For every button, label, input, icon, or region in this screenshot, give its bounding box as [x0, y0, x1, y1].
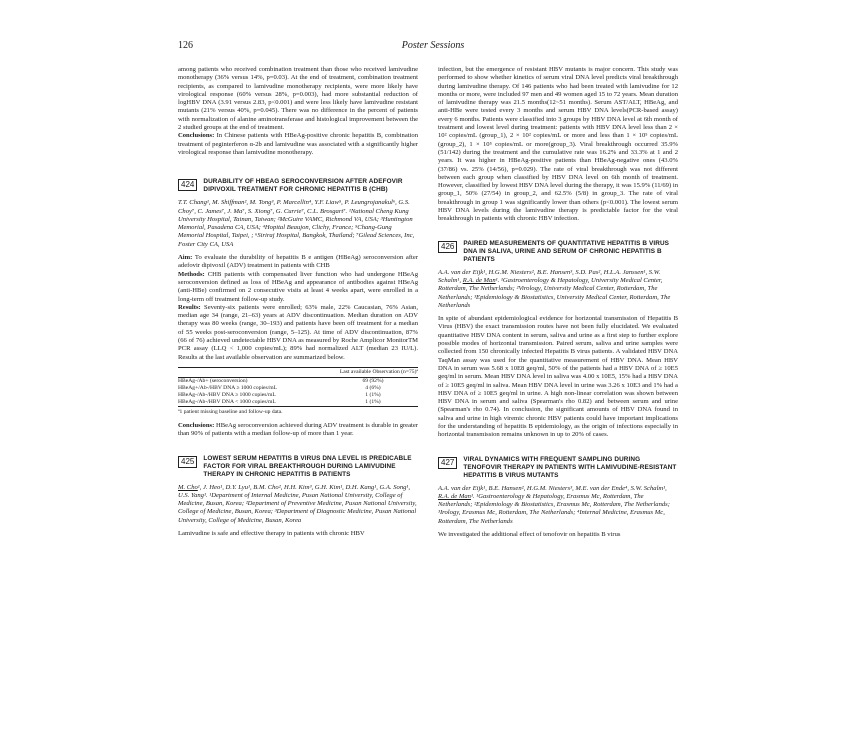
abstract-426: [438, 240, 678, 440]
abstract-number: 426: [438, 241, 457, 253]
abstract-aim: Aim: To evaluate the durability of hepatitis B e antigen (HBeAg) seroconversion after adefovir dipivoxil (ADV) treatment in patients with CHB: [178, 254, 419, 270]
abstract-results: Results: Seventy-six patients were enrolled; 63% male, 22% Caucasian, 76% Asian, median age 34 (range, 21–63) years at ADV discontinuation. Median duration on ADV therapy was 80 weeks (range, 30–193) and patients have been off treatment for a median of 55 weeks post-seroconversion (range, 5–125). At time of ADV discontinuation, 87% (66 of 76) achieved undetectable HBV DNA as measured by Roche Amplicor MonitorTM PCR assay (LLQ < 1,000 copies/mL); 89% had normalized ALT (median 23 IU/L). Results at the last available observation are summarized below.: [178, 303, 418, 361]
results-table: [178, 367, 418, 407]
abstract-title: VIRAL DYNAMICS WITH FREQUENT SAMPLING DURING TENOFOVIR THERAPY IN PATIENTS WITH LAMIVUDINE-RESISTANT HEPATITIS B VIRUS MUTANTS: [463, 455, 677, 479]
abstract-authors: A.A. van der Eijk¹, H.G.M. Niesters², B.E. Hansen³, S.D. Pas², H.L.A. Janssen¹, S.W. Schalm¹, R.A. de Man¹. ¹Gastroenterology & Hepatology, University Medical Center, Rotterdam, The Netherlands; ²Virology, University Medical Center, Rotterdam, The Netherlands; ³Epidemiology & Biostatistics, University Medical Center, Rotterdam, The Netherlands: [438, 268, 671, 309]
abstract-title: DURABILITY OF HBEAG SEROCONVERSION AFTER ADEFOVIR DIPIVOXIL TREATMENT FOR CHRONIC HEPATITIS B (CHB): [203, 178, 403, 194]
abstract-424: [178, 178, 418, 438]
right-column: [438, 66, 678, 539]
conclusion-text: In Chinese patients with HBeAg-positive chronic hepatitis B, combination treatment of peginterferon α-2b and lamivudine was associated with a significantly higher virological response than lamivudine monotherapy.: [178, 132, 419, 156]
abstract-authors: M. Cho¹, J. Heo¹, D.Y. Lyu¹, B.M. Cho², H.H. Kim³, G.H. Kim¹, D.H. Kang¹, G.A. Song¹, U.S. Yang¹. ¹Department of Internal Medicine, Pusan National University, College of Medicine, Busan, Korea; ²Department of Preventive Medicine, Pusan National University, College of Medicine, Busan, Korea; ³Department of Diagnostic Medicine, Pusan National University, College of Medicine, Busan, Korea: [178, 483, 417, 524]
abstract-methods: Methods: CHB patients with compensated liver function who had undergone HBeAg seroconversion defined as loss of HBeAg and appearance of antibodies against HBeAg (anti-HBe) confirmed on 2 consecutive visits at least 4 weeks apart, were enrolled in a long-term off treatment follow-up study.: [178, 270, 418, 303]
continued-abstract-conclusion: [178, 132, 418, 157]
page-number: 126: [178, 40, 193, 51]
abstract-title: PAIRED MEASUREMENTS OF QUANTITATIVE HEPATITIS B VIRUS DNA IN SALIVA, URINE AND SERUM OF CHRONIC HEPATITIS B PATIENTS: [463, 239, 670, 263]
abstract-header: [438, 456, 678, 480]
abstract-authors: T.T. Chang¹, M. Shiffman², M. Tong³, P. Marcellin⁴, Y.F. Liaw⁵, P. Leungrojanakul⁶, G.S. Choy⁷, C. James⁷, J. Ma⁷, S. Xiong⁷, G. Currie⁷, C.L. Brosgart⁷. ¹National Cheng Kung University Hospital, Tainan, Taiwan; ²McGuire VAMC, Richmond VA, USA; ³Huntington Memorial, Pasadena CA, USA; ⁴Hopital Beaujon, Clichy, France; ⁵Chang-Gung Memorial Hospital, Taipei, ; ⁶Siriraj Hospital, Bangkok, Thailand; ⁷Gilead Sciences, Inc, Foster City CA, USA: [178, 199, 415, 248]
abstract-427: [438, 456, 678, 540]
abstract-authors: A.A. van der Eijk¹, B.E. Hansen², H.G.M. Niesters³, M.E. van der Ende⁴, S.W. Schalm¹, R.A. de Man¹. ¹Gastroenterology & Hepatology, Erasmus Mc, Rotterdam, The Netherlands; ²Epidemiology & Biostatistics, Erasmus Mc, Rotterdam, The Netherlands; ³Irology, Erasmus Mc, Rotterdam, The Netherlands; ⁴Internal Medicine, Erasmus Mc, Rotterdam, The Netherlands: [438, 484, 670, 525]
table-header: Last available Observation (n=75)ª: [178, 367, 418, 377]
abstract-title: LOWEST SERUM HEPATITIS B VIRUS DNA LEVEL IS PREDICABLE FACTOR FOR VIRAL BREAKTHROUGH DURING LAMIVUDINE THERAPY IN CHRONIC HEPATITIS B PATIENTS: [203, 454, 412, 478]
abstract-number: 425: [178, 456, 197, 468]
abstract-conclusion: Conclusions: HBeAg seroconversion achieved during ADV treatment is durable in greater than 90% of patients with a median follow-up of more than 1 year.: [178, 421, 418, 438]
abstract-header: [178, 455, 418, 479]
abstract-body: We investigated the additional effect of tenofovir on hepatitis B virus: [438, 531, 621, 539]
conclusion-label: Conclusions:: [178, 132, 215, 140]
continued-abstract-425-text: infection, but the emergence of resistant HBV mutants is major concern. This study was performed to show whether kinetics of serum viral DNA level predicts viral breakthrough during lamivudine therapy. Of 146 patients who had been treated with lamivudine for 12 months or more, were included 97 men and 49 women aged 15 to 72 years. Mean duration of lamivudine therapy was 21.5 months(12~51 months). Serum AST/ALT, HBeAg, and anti-HBe were tested every 3 months and serum HBV DNA levels(PCR-based assay) every 6 months. Patients were classified into 3 groups by HBV DNA level at 6th month of treatment and lowest level during treatment: patients with HBV DNA level less than 2 × 10² copies/mL (group_1), 2 × 10² copies/mL or more and less than 1 × 10⁵ copies/mL (group_2), 1 × 10⁵ copies/mL or more(group_3). Viral breakthrough occurred 35.9% (51/142) during the treatment and the cumulative rate was 16.2% and 33.3% at 1 and 2 years. It was higher in HBeAg-positive patients than HBeAg-negative ones (43.0% (37/86) vs. 25% (14/56), p=0.029). The rate of viral breakthrough was not different between each group when classified by HBV DNA level on 6th month of treatment. However, classified by lowest HBV DNA level during the therapy, it was 15.9% (11/69) in group_1, 50% (27/54) in group_2, and 62.5% (5/8) in group_3. The rate of viral breakthrough in group 1 was significantly lower than others (p<0.001). The lowest serum HBV DNA levels during the lamivudine therapy is predictable factor for the viral breakthrough in patients with chronic HBV infection.: [438, 66, 678, 223]
abstract-number: 427: [438, 457, 457, 469]
abstract-header: [178, 178, 418, 194]
table-row: HBeAg-/Ab+ (seroconversion) 69 (92%): [178, 377, 384, 384]
table-footnote: ª1 patient missing baseline and follow-up data.: [178, 408, 283, 415]
abstract-425: [178, 455, 418, 539]
abstract-body: In spite of abundant epidemiological evidence for horizontal transmission of Hepatitis B Virus (HBV) the exact transmission routes have not been fully elucidated. We evaluated quantitative HBV DNA content in serum, saliva and urine as a first step to further explore possible modes of horizontal transmission. Paired serum, saliva and urine samples were collected from 150 chronically infected Hepatitis B virus patients. A validated HBV DNA TaqMan assay was used for the quantitative measurement of HBV DNA. Mean HBV DNA in serum was 5.68 x 10E8 geq/ml, 50% of the patients had a HBV DNA of ≥ 10E5 geq/ml in serum. Mean HBV DNA level in saliva was 4.00 x 10E5, 15% had a HBV DNA of ≥ 10E5 geq/ml in saliva. Mean HBV DNA level in urine was 3.26 x 10E3 and 1% had a HBV DNA of ≥ 10E5 geq/ml in urine. A high non-linear correlation was shown between HBV DNA in serum and saliva (Spearman's rho 0.82) and between serum and urine (Spearman's rho 0.74). In conclusion, the significant amounts of HBV DNA found in saliva and urine in high viremic chronic HBV patients could have important implications for the understanding of hepatitis B epidemiology, as the origin of infections especially in horizontal transmission remains unknown in up to 20% of cases.: [438, 315, 678, 439]
page-header: [178, 40, 688, 54]
table-row: HBeAg-/Ab-/HBV DNA ≥ 1000 copies/mL 1 (1%): [178, 391, 381, 398]
abstract-number: 424: [178, 179, 197, 191]
running-title: Poster Sessions: [401, 40, 465, 51]
table-row: HBeAg-/Ab-/HBV DNA < 1000 copies/mL 1 (1%): [178, 399, 418, 407]
left-column: [178, 66, 418, 538]
abstract-header: [438, 240, 678, 264]
continued-abstract-text: among patients who received combination treatment than those who received lamivudine monotherapy (36% versus 14%, p=0.03). At the end of treatment, combination treatment recipients, as compared to lamivudine monotherapy recipients, were more likely have virological response (60% versus 28%, p=0.003), had more substantial reduction of logHBV DNA (3.91 versus 2.83, p<0.001) and were less likely have lamivudine resistant mutants (21% versus 40%, p=0.045). There was no difference in the percent of patients with normalization of alanine aminotransferase and histological improvement between the 2 studied groups at the end of treatment.: [178, 66, 418, 132]
abstract-body: Lamivudine is safe and effective therapy in patients with chronic HBV: [178, 529, 365, 537]
table-row: HBeAg+/Ab-/HBV DNA ≥ 1000 copies/mL 4 (6%): [178, 384, 381, 391]
